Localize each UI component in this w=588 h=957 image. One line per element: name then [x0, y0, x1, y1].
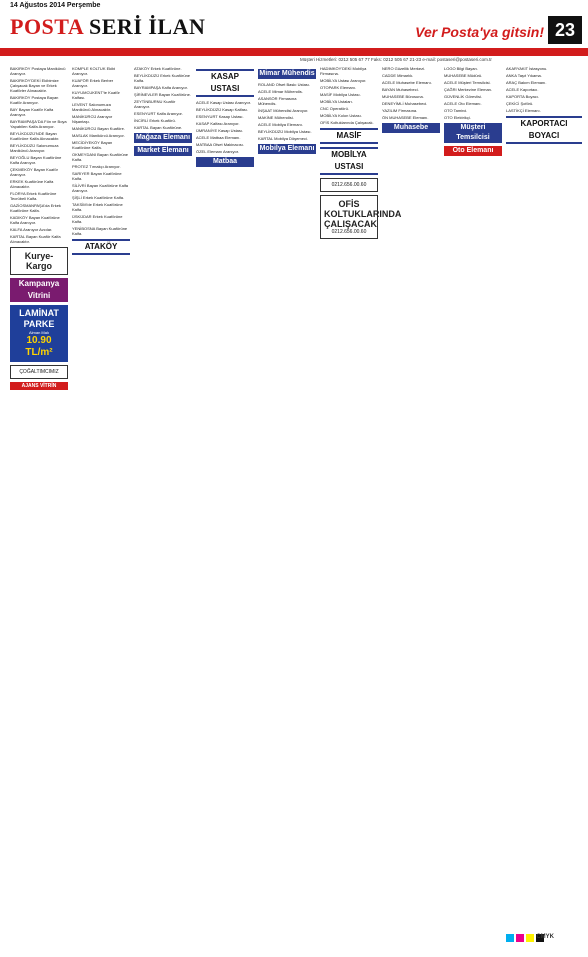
classified-ad: ACELE Mobilya Elemanı. — [258, 122, 303, 127]
classified-ad: BEYOĞLU Bayan Kuaförüne Kalfa Aranıyor. — [10, 155, 62, 165]
classified-ad: CADDE Mimarlık. — [382, 73, 414, 78]
classified-ad: MUHASEBE Müdürü. — [444, 73, 483, 78]
classified-ad: GÜVENLİK Görevlisi. — [444, 94, 483, 99]
footer-bar — [0, 930, 588, 950]
classified-ad: KALFA Aranıyor Avcılar. — [10, 227, 53, 232]
classified-ad: BAYAN Muhasebeci. — [382, 87, 419, 92]
classified-ad: MOBİLYA Kolon Ustası. — [320, 113, 362, 118]
classified-ad: ESENYURT Kalfa Aranıyor. — [134, 111, 183, 116]
classified-ad: YENİBOSNA Bayan Kuaförüne Kalfa. — [72, 226, 128, 236]
classified-ad: AKARYAKIT İstasyonu. — [506, 66, 548, 71]
classified-ad: DENEYİMLİ Muhasebeci. — [382, 101, 428, 106]
classified-ad: OFİS Koltuklarında Çalışacak. — [320, 120, 374, 125]
classified-ad: MANİKÜRCÜ Bayan Kuaföre. — [72, 126, 125, 131]
kurye-ad — [10, 247, 68, 275]
classified-ad: ÜSKÜDAR Erkek Kuaförüne Kalfa. — [72, 214, 123, 224]
classified-ad: ANKA Taşıt Yıkama. — [506, 73, 542, 78]
classified-ad: OTO Tamirci. — [444, 108, 468, 113]
classified-ad: KUYUMCUKENT'te Kuaför Kalfası. — [72, 90, 120, 100]
classified-ad: ÖN MUHASEBE Elemanı. — [382, 115, 429, 120]
classified-ad: MATBAA Ofset Makinacısı. — [196, 142, 244, 147]
classified-columns — [10, 66, 582, 916]
classified-ad: KOMPLE KOLTUK Ekibi Aranıyor. — [72, 66, 116, 76]
classified-ad: BAKIRKÖY'DEKİ Ekibimize Çalışacak Bayan ve Erkek Kuaförler Alınacaktır. — [10, 78, 59, 93]
classified-ad: KADIKÖY Bayan Kuaförüne Kalfa Aranıyor. — [10, 215, 60, 225]
slogan: Ver Posta'ya gitsin! — [415, 24, 544, 40]
classified-ad: TAKSİM'de Erkek Kuaförüne Kalfa. — [72, 202, 123, 212]
classified-ad: ACELE Oto Elemanı. — [444, 101, 482, 106]
section-mobilya-eleman: Mobilya Elemanı — [259, 145, 315, 152]
classified-ad: BAYRAMPAŞA'DA Fön ve Boya Yapabilen Kalfa Aranıyor. — [10, 119, 67, 129]
section-market: Market Elemanı — [134, 146, 192, 156]
column-3 — [134, 66, 192, 916]
classified-ad: GAZİOSMANPAŞA'da Erkek Kuaförüne Kalfa. — [10, 203, 61, 213]
classified-ad: OTO Elektrikçi. — [444, 115, 471, 120]
column-8 — [444, 66, 502, 916]
classified-ad: ARAÇ Bakım Elemanı. — [506, 80, 547, 85]
classified-ad: SİLİVRİ Bayan Kuaförüne Kalfa Aranıyor. — [72, 183, 129, 193]
classified-ad: BAKIRKÖY Postaya Bayan Kuaför Aranıyor. — [10, 95, 59, 105]
ajans-vitrin: AJANS VİTRİN — [10, 382, 68, 390]
page-number: 23 — [548, 16, 582, 44]
classified-ad: BAY Bayan Kuaför Kalfa Aranıyor. — [10, 107, 54, 117]
classified-ad: MASİF Mobilya Ustası. — [320, 92, 361, 97]
cogaltim-text: ÇOĞALTIMCIMIZ — [19, 369, 59, 375]
classified-ad: PROTEZ Tırnakçı Aranıyor. — [72, 164, 121, 169]
cmyk-label: CMYK — [536, 934, 554, 940]
laminat-ad — [10, 305, 68, 362]
section-magaza: Mağaza Elemanı — [135, 134, 191, 141]
ofis-phone: 0212.656.00.60 — [331, 229, 367, 235]
classified-ad: ROLAND Ofset Baskı Ustası. — [258, 82, 311, 87]
classified-ad: OTOPARK Elemanı. — [320, 85, 357, 90]
column-5 — [258, 66, 316, 916]
classified-ad: ÇEKİCİ Şoförü. — [506, 101, 534, 106]
classified-ad: KUAFÖR Erkek Berber Aranıyor. — [72, 78, 114, 88]
logo-seri-ilan: SERİ İLAN — [89, 14, 206, 39]
hadimkoy-phone: 0212.656.00.60 — [331, 182, 367, 188]
classified-ad: ÜMRANİYE Kasap Ustası. — [196, 128, 244, 133]
column-9 — [506, 66, 582, 916]
ofis-heading: OFİS KOLTUKLARINDA ÇALIŞACAK — [324, 199, 402, 229]
classified-ad: MUHASEBE Bürosuna. — [382, 94, 424, 99]
classified-ad: MANİKÜRCÜ Aranıyor Nişantaşı. — [72, 114, 113, 124]
posta-logo — [10, 14, 205, 40]
classified-ad: ACELE Muhasebe Elemanı. — [382, 80, 432, 85]
classified-ad: KARTAL Mobilya Döşemeci. — [258, 136, 308, 141]
classified-ad: MOBİLYA Ustası Aranıyor. — [320, 78, 367, 83]
classified-ad: ATAKÖY Erkek Kuaförüne. — [134, 66, 182, 71]
classified-ad: ACELE Müşteri Temsilcisi. — [444, 80, 491, 85]
cogaltim-ad — [10, 365, 68, 379]
classified-ad: İNŞAAT Mühendisi Aranıyor. — [258, 108, 309, 113]
magenta-swatch — [516, 934, 524, 942]
classified-ad: YAZILIM Firmasına. — [382, 108, 418, 113]
classified-ad: ACELE Kasap Ustası Aranıyor. — [196, 100, 251, 105]
section-masif: MASİF — [320, 128, 378, 144]
section-kaporta: KAPORTACI BOYACI — [506, 116, 582, 144]
column-1 — [10, 66, 68, 916]
classified-ad: OKMEYDANI Bayan Kuaförüne Kalfa. — [72, 152, 129, 162]
classified-ad: SARIYER Bayan Kuaförüne Kalfa. — [72, 171, 122, 181]
section-oto: Oto Elemanı — [444, 146, 502, 156]
classified-ad: ÇAĞRI Merkezine Eleman. — [444, 87, 493, 92]
hadimkoy-ad — [320, 178, 378, 192]
classified-ad: ACELE Kaportacı. — [506, 87, 539, 92]
classified-ad: ZEYTİNBURNU Kuaför Aranıyor. — [134, 99, 176, 109]
column-4 — [196, 66, 254, 916]
classified-ad: ŞİŞLİ Erkek Kuaförüne Kalfa. — [72, 195, 125, 200]
classified-ad: LASTİKÇİ Elemanı. — [506, 108, 541, 113]
classified-ad: KARTAL Bayan Kuaför Kalfa Alınacaktır. — [10, 234, 61, 244]
classified-ad: NERO Güzellik Merkezi. — [382, 66, 426, 71]
classified-ad: ÖZEL Elemanı Aranıyor. — [196, 149, 239, 154]
section-muhasebe: Muhasebe — [382, 123, 440, 133]
classified-ad: CNC Operatörü. — [320, 106, 349, 111]
section-mimar: Mimar Mühendis — [259, 70, 315, 77]
classified-ad: MAKİNE Mühendisi. — [258, 115, 294, 120]
classified-ad: BEYLİKDÜZÜ'NDE Bayan Kuaförüne Kalfa Alınacaktır. — [10, 131, 60, 141]
classified-ad: ACELE Mimar Mühendis. — [258, 89, 303, 94]
classified-ad: ÇEKMEKÖY Bayan Kuaför Aranıyor. — [10, 167, 58, 177]
section-kasap: KASAP USTASI — [196, 69, 254, 97]
classified-ad: ACELE Matbaa Elemanı. — [196, 135, 241, 140]
classified-ad: FLORYA Erkek Kuaförüne Tecrübeli Kalfa. — [10, 191, 57, 201]
classified-ad: ESENYURT Kasap Ustası. — [196, 114, 244, 119]
classified-ad: KARTAL Bayan Kuaförüne. — [134, 125, 183, 130]
laminat-price: 10.90 TL/m² — [25, 335, 53, 358]
masthead — [0, 10, 588, 48]
logo-posta: POSTA — [10, 14, 84, 39]
classified-ad: ERKEK Kuaförüne Kalfa Alınacaktır. — [10, 179, 54, 189]
classified-ad: BEYLİKDÜZÜ Salonumuza Manikürcü Aranıyor. — [10, 143, 59, 153]
contact-line: Müşteri Hizmetleri: 0212 505 67 77 Faks: 0212 505 67 21-23 e-mail: postaseri@postaseri.com.tr — [300, 57, 492, 62]
header-divider — [0, 48, 588, 56]
ofis-ad — [320, 195, 402, 239]
classified-ad: BAYRAMPAŞA Kalfa Aranıyor. — [134, 85, 188, 90]
classified-ad: KASAP Kalfası Aranıyor. — [196, 121, 240, 126]
classified-ad: LEVENT Salonumuza Manikürcü Alınacaktır. — [72, 102, 112, 112]
classified-ad: MOBİLYA Ustaları. — [320, 99, 353, 104]
kampanya-vitrini: Kampanya Vitrini — [10, 278, 68, 302]
section-musteri: Müşteri Temsilcisi — [444, 123, 502, 143]
column-7 — [382, 66, 440, 916]
section-ataköy: ATAKÖY — [72, 239, 130, 255]
section-mobilya-ustasi: MOBİLYA USTASI — [320, 147, 378, 175]
yellow-swatch — [526, 934, 534, 942]
laminat-title: LAMİNAT PARKE — [19, 308, 59, 329]
classified-ad: BAKIRKÖY Postaya Manikürcü Aranıyor. — [10, 66, 66, 76]
classified-ad: BEYLİKDÜZÜ Mobilya Ustası. — [258, 129, 312, 134]
laminat-sub: Alman Malı — [28, 330, 49, 335]
classified-ad: ASANSÖR Firmasına Mühendis. — [258, 96, 297, 106]
issue-date: 14 Ağustos 2014 Perşembe — [10, 2, 101, 9]
section-matbaa: Matbaa — [196, 157, 254, 167]
kurye-heading: Kurye-Kargo — [24, 251, 54, 271]
cyan-swatch — [506, 934, 514, 942]
classified-ad: ŞİRİNEVLER Bayan Kuaförüne. — [134, 92, 191, 97]
classified-ad: İNCİRLİ Erkek Kuaförü. — [134, 118, 176, 123]
classified-ad: MASLAK Manikürcü Aranıyor. — [72, 133, 125, 138]
classified-ad: BEYLİKDÜZÜ Erkek Kuaförüne Kalfa. — [134, 73, 191, 83]
classified-ad: BEYLİKDÜZÜ Kasap Kalfası. — [196, 107, 249, 112]
classified-ad: HADIMKÖY'DEKİ Mobilya Firmasına. — [320, 66, 367, 76]
classified-ad: KAPORTA Boyacı. — [506, 94, 539, 99]
classified-ad: MECİDİYEKÖY Bayan Kuaförüne Kalfa. — [72, 140, 113, 150]
column-2 — [72, 66, 130, 916]
classified-ad: LOGO Bilgi Bayan. — [444, 66, 478, 71]
